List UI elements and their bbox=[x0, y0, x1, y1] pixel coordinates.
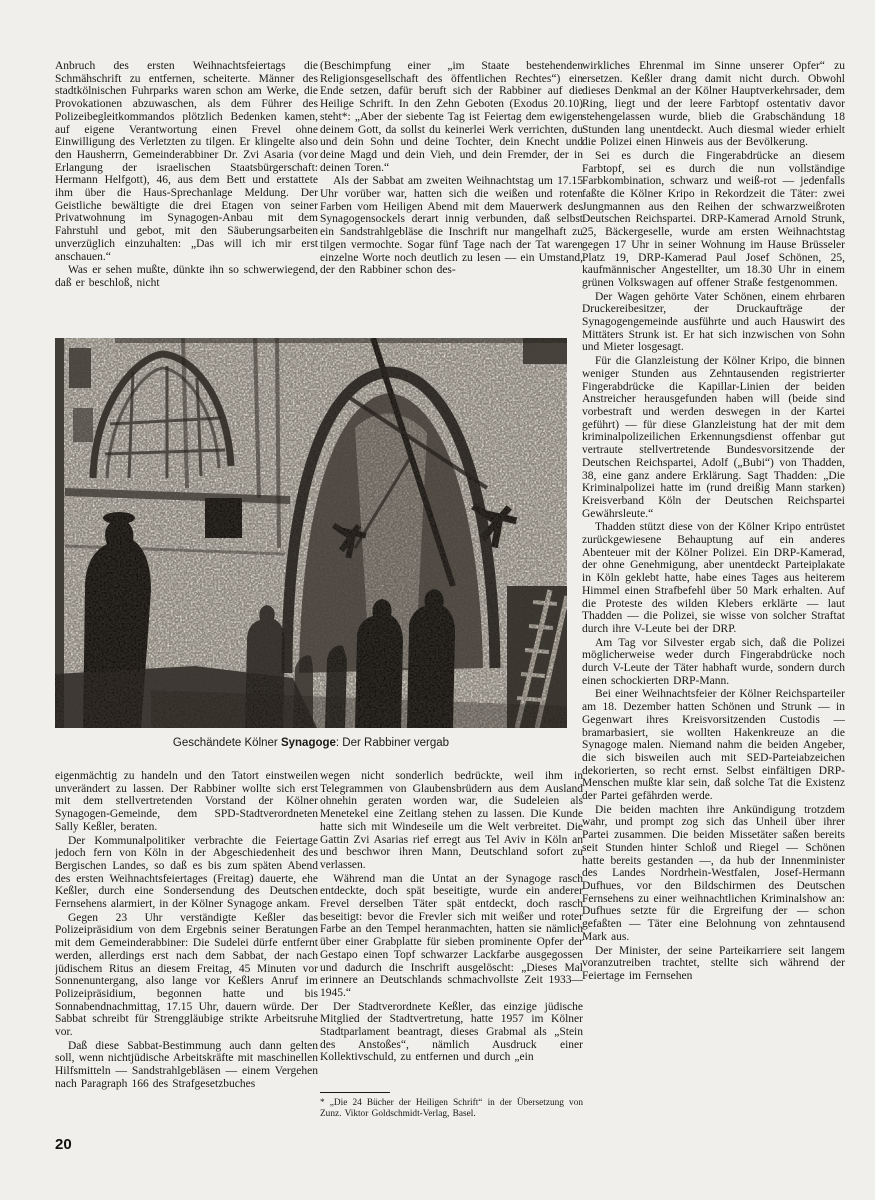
paragraph: wegen nicht sonderlich bedrückte, weil ihm in Telegrammen von Glaubensbrüdern aus dem Ausland ohnehin geraten worden war, die Sudeleien als Menetekel eine Zeitlang stehen zu lassen. Die Kunde hatte sich mit Windeseile um die Welt verbreitet. Die Gattin Zvi Asarias rief erregt aus Tel Aviv in Köln an und beschwor ihren Mann, Deutschland sofort zu verlassen. bbox=[320, 770, 583, 871]
column-middle-bottom bbox=[320, 770, 583, 1080]
footnote-rule bbox=[320, 1092, 390, 1093]
paragraph: Thadden stützt diese von der Kölner Kripo entrüstet zurückgewiesene Behauptung auf ein anderes Abenteuer mit der Kölner Polizei. Ein DRP-Kamerad, der ohne Genehmigung, aber unentdeckt Parteiplakate in Köln geklebt hatte, habe eines Tages aus heiterem Himmel einen Strafbefehl über 50 Mark erhalten. Auf die Proteste des wilden Klebers erklärte — laut Thadden — die Polizei, sie wisse von solcher Straftat durch ihre V-Leute bei der DRP. bbox=[582, 521, 845, 635]
paragraph: Für die Glanzleistung der Kölner Kripo, die binnen weniger Stunden aus Zehntausenden registrierter Fingerabdrücke die Kapillar-Linien der beiden Anstreicher herausgefunden haben will (beide sind vorbestraft und werden deswegen in der Kartei geführt) — für diese Glanzleistung hat der mit dem kriminalpolizeilichen Erkennungsdienst offenbar gut vertraute stellvertretende Bundesvorsitzende der Deutschen Reichspartei, Adolf („Bubi“) von Thadden, 38, eine ganz andere Erklärung. Sagt Thadden: „Die Kriminalpolizei hatte im (rund dreißig Mann starken) Kreisverband Köln der Deutschen Reichspartei Gewährsleute.“ bbox=[582, 355, 845, 520]
paragraph: Der Kommunalpolitiker verbrachte die Feiertage jedoch fern von Köln in der Abgeschiedenheit des Bergischen Landes, so daß es bis zum späten Abend des ersten Weihnachtsfeiertages (Freitag) dauerte, ehe Keßler, durch eine Sondersendung des Deutschen Fernsehens alarmiert, in der Kölner Synagoge ankam. bbox=[55, 834, 318, 911]
caption-bold-word: Synagoge bbox=[280, 737, 336, 749]
caption-text: : Der Rabbiner vergab bbox=[335, 737, 450, 749]
paragraph: Am Tag vor Silvester ergab sich, daß die Polizei möglicherweise weder durch Fingerabdrücke noch durch V-Leute der Täter habhaft wurde, sondern durch einen schockierten DRP-Mann. bbox=[582, 636, 845, 687]
paragraph: Während man die Untat an der Synagoge rasch entdeckte, doch spät beseitigte, wurde ein anderer Frevel derselben Täter spät entdeckt, doch rasch beseitigt: bevor die Frevler sich mit weißer und roter Farbe an den Tempel heranmachten, hatten sie nämlich über einer Grabplatte für sieben prominente Opfer der Gestapo einen Topf schwarzer Lackfarbe ausgegossen und dadurch die Inschrift ausgelöscht: „Dieses Mal erinnere an Deutschlands schmachvollste Zeit 1933—1945.“ bbox=[320, 872, 583, 999]
paragraph: wirkliches Ehrenmal im Sinne unserer Opfer“ zu ersetzen. Keßler drang damit nicht durch. Obwohl dieses Denkmal an der Kölner Hauptverkehrsader, dem Ring, liegt und der leere Farbtopf ostentativ davor stehengelassen wurde, blieb die Grabschändung 18 Stunden lang unentdeckt. Auch diesmal wieder erhielt die Polizei einen Hinweis aus der Bevölkerung. bbox=[582, 60, 845, 149]
paragraph: Die beiden machten ihre Ankündigung trotzdem wahr, und prompt zog sich das Unheil über ihrer Partei zusammen. Die beiden Missetäter saßen bereits seit Stunden hinter Schloß und Riegel — Schönen hatte bereits gestanden —, da hub der Innenminister des Landes Nordrhein-Westfalen, Josef-Hermann Dufhues, vor den Bildschirmen des Deutschen Fernsehens zu einer weihnachtlichen Kriminalshow an: Dufhues setzte für die Ergreifung der — schon gefaßten — Täter eine Belohnung von zehntausend Mark aus. bbox=[582, 803, 845, 943]
page-number: 20 bbox=[55, 1136, 72, 1153]
column-middle-top bbox=[320, 60, 583, 322]
paragraph: eigenmächtig zu handeln und den Tatort einstweilen unverändert zu lassen. Der Rabbiner wollte sich erst mit dem stellvertretenden Vorstand der Kölner Synagogen-Gemeinde, dem SPD-Stadtverordneten Sally Keßler, beraten. bbox=[55, 770, 318, 833]
paragraph: Daß diese Sabbat-Bestimmung auch dann gelten soll, wenn nichtjüdische Arbeitskräfte mit maschinellen Hilfsmitteln — Sandstrahlgebläsen — einem Vergehen nach Paragraph 166 des Strafgesetzbuches bbox=[55, 1039, 318, 1090]
paragraph: (Beschimpfung einer „im Staate bestehenden Religionsgesellschaft des öffentlichen Rechtes“) ein Ende setzen, dafür beruft sich der Rabbiner auf die Heilige Schrift. In den Zehn Geboten (Exodus 20.10) steht*: „Aber der siebente Tag ist Feiertag dem ewigen deinem Gott, da sollst du keinerlei Werk verrichten, du und dein Sohn und deine Tochter, dein Knecht und deine Magd und dein Vieh, und dein Fremder, der in deinen Toren.“ bbox=[320, 60, 583, 174]
paragraph: Sei es durch die Fingerabdrücke an diesem Farbtopf, sei es durch die nun vollständige Farbkombination, schwarz und weiß-rot — jedenfalls faßte die Kölner Kripo in Rekordzeit die Täter: zwei Jungmannen aus den Reihen der schwarzweißroten Deutschen Reichspartei. DRP-Kamerad Arnold Strunk, 25, Bäckergeselle, wurde am ersten Weihnachtstag gegen 17 Uhr in seiner Wohnung im Hause Brüsseler Platz 19, DRP-Kamerad Paul Josef Schönen, 25, kaufmännischer Angestellter, um 18.30 Uhr in einem grünen Volkswagen auf offener Straße festgenommen. bbox=[582, 149, 845, 289]
column-right bbox=[582, 60, 845, 1130]
paragraph: Als der Sabbat am zweiten Weihnachtstag um 17.15 Uhr vorüber war, hatten sich die weißen und roten Farben vom Heiligen Abend mit dem Mauerwerk des Synagogensockels derart innig verbunden, daß selbst ein Sandstrahlgebläse die Inschrift nur mangelhaft zu tilgen vermochte. Sogar fünf Tage nach der Tat waren einzelne Worte noch deutlich zu lesen — ein Umstand, der den Rabbiner schon des- bbox=[320, 175, 583, 277]
caption-text: Geschändete Kölner bbox=[172, 737, 281, 749]
paragraph: Der Minister, der seine Parteikarriere seit langem voranzutreiben trachtet, stellte sich während der Feiertage im Fernsehen bbox=[582, 944, 845, 982]
paragraph: Anbruch des ersten Weihnachtsfeiertags die Schmähschrift zu entfernen, scheiterte. Männer des stadtkölnischen Fuhrparks waren schon am Werke, die Provokationen abzuwaschen, als dem Führer des Polizeibegleitkommandos plötzlich Bedenken kamen, auf eigene Verantwortung einen Frevel ohne Einwilligung des Verletzten zu tilgen. Er klingelte also den Hausherrn, Gemeinderabbiner Dr. Zvi Asaria (vor Erlangung der israelischen Staatsbürgerschaft: Hermann Helfgott), 46, aus dem Bett und erstattete ihm über die Haus-Sprechanlage Meldung. Der Geistliche bewältigte die drei Etagen von seiner Privatwohnung im Synagogen-Anbau mit dem Fahrstuhl und gebot, mit den Säuberungsarbeiten unverzüglich einzuhalten: „Das will ich mir erst anschauen.“ bbox=[55, 60, 318, 263]
paragraph: Der Wagen gehörte Vater Schönen, einem ehrbaren Druckereibesitzer, der Druckaufträge der Synagogengemeinde ausführte und auch Hauswirt des Mittäters Strunk ist. Er hat sich inzwischen von Sohn und Mieter losgesagt. bbox=[582, 290, 845, 354]
synagogue-photo bbox=[55, 338, 567, 728]
halftone-photo-graphic bbox=[55, 338, 567, 728]
paragraph: Bei einer Weihnachtsfeier der Kölner Reichsparteiler am 18. Dezember hatten Schönen und Strunk — in Gegenwart ihres Kreisvorsitzenden Custodis — bramarbasiert, sie wollten Hakenkreuze an die Synagoge malen. Niemand nahm die beiden Angeber, die sich bisweilen auch mit SED-Parteiabzeichen dekorierten, so recht ernst. Selbst einfältigen DRP-Menschen mußte klar sein, daß solche Tat die Existenz der Partei gefährden werde. bbox=[582, 688, 845, 803]
paragraph: Was er sehen mußte, dünkte ihn so schwerwiegend, daß er beschloß, nicht bbox=[55, 264, 318, 289]
column-left-bottom bbox=[55, 770, 318, 1138]
column-left-top bbox=[55, 60, 318, 322]
paragraph: Gegen 23 Uhr verständigte Keßler das Polizeipräsidium von dem Ergebnis seiner Beratungen mit dem Gemeinderabbiner: Die Sudelei dürfe entfernt werden, allerdings erst nach dem Sabbat, der nach jüdischem Ritus an diesem Freitag, 45 Minuten vor Sonnenuntergang, also lange vor Keßlers Anruf im Polizeipräsidium, begonnen hatte und bis Sonnabendnachmittag, 17.15 Uhr, dauern würde. Der Sabbat schreibt für Strenggläubige strikte Arbeitsruhe vor. bbox=[55, 911, 318, 1039]
footnote: * „Die 24 Bücher der Heiligen Schrift“ in der Übersetzung von Zunz. Viktor Goldschmidt-Verlag, Basel. bbox=[320, 1098, 583, 1119]
photo-caption bbox=[55, 737, 567, 749]
paragraph: Der Stadtverordnete Keßler, das einzige jüdische Mitglied der Stadtvertretung, hatte 1957 im Kölner Stadtparlament beantragt, dieses Grabmal als „Stein des Anstoßes“, nämlich Ausdruck einer Kollektivschuld, zu entfernen und durch „ein bbox=[320, 1000, 583, 1064]
